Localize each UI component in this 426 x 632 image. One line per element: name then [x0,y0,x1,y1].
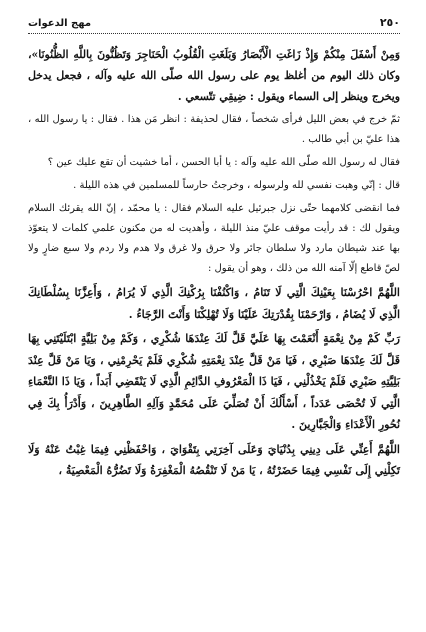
paragraph-narration: فما انقضى كلامهما حتّى نزل جبرئيل عليه السلام فقال : يا محمّد ، إنّ الله يقرئك السلام ويقول لك : قد رأيت موقف عليّ منذ الليلة ، وأهديت له من مكنون علمي كلمات لا يتعوّذ بها عند شيطان مارد ولا سلطان جائر ولا حرق ولا غرق ولا هدم ولا ردم ولا سبع ضارٍ ولا لصّ قاطع إلّا آمنه الله من ذلك ، وهو أن يقول : [28,203,400,274]
paragraph-prayer: اللَّهُمَّ أَعِنِّي عَلَى دِينِي بِدُنْيَايَ وَعَلَى آخِرَتِي بِتَقْوَايَ ، وَاحْفَظْنِي فِيمَا غِبْتُ عَنْهُ وَلَا تَكِلْنِي إِلَى نَفْسِي فِيمَا حَضَرْتُهُ ، يَا مَنْ لَا تَنْقُصُهُ الْمَغْفِرَةُ وَلَا تَضُرُّهُ الْمَعْصِيَةُ ، [28,442,400,477]
paragraph-narration: قال : إنّي وهبت نفسي لله ولرسوله ، وخرجتُ حارساً للمسلمين في هذه الليلة . [73,180,400,191]
paragraph-prayer: رَبِّ كَمْ مِنْ نِعْمَةٍ أَنْعَمْتَ بِهَا عَلَيَّ قَلَّ لَكَ عِنْدَهَا شُكْرِي ، وَكَمْ مِنْ بَلِيَّةٍ ابْتَلَيْتَنِي بِهَا قَلَّ لَكَ عِنْدَهَا صَبْرِي ، فَيَا مَنْ قَلَّ عِنْدَ نِعْمَتِهِ شُكْرِي فَلَمْ يَحْرِمْنِي ، وَيَا مَنْ قَلَّ عِنْدَ بَلِيَّتِهِ صَبْرِي فَلَمْ يَخْذُلْنِي ، فَيَا ذَا الْمَعْرُوفِ الدَّائِمِ الَّذِي لَا يَنْقَضِي أَبَداً ، وَيَا ذَا النَّعْمَاءِ الَّتِي لَا تُحْصَى عَدَداً ، أَسْأَلُكَ أَنْ تُصَلِّيَ عَلَى مُحَمَّدٍ وَآلِهِ الطَّاهِرِينَ ، وَأَدْرَأُ بِكَ فِي نُحُورِ الْأَعْدَاءِ وَالْجَبَّارِينَ . [28,332,400,431]
paragraph-quran-verse: وَمِنْ أَسْفَلَ مِنْكُمْ وَإِذْ زَاغَتِ الْأَبْصَارُ وَبَلَغَتِ الْقُلُوبُ الْحَنَاجِرَ وَتَظُنُّونَ بِاللَّهِ الظُّنُونَا»، وكان ذلك اليوم من أغلظ يوم على رسول الله صلّى الله عليه وآله ، فجعل يدخل ويخرج وينظر إلى السماء ويقول : ضِيقِي تتّسعي . [28,48,400,103]
page-body [28,44,400,482]
page-header [28,16,400,33]
page-number: ٢٥٠ [379,16,400,29]
header-divider [28,33,400,34]
paragraph-narration: فقال له رسول الله صلّى الله عليه وآله : يا أبا الحسن ، أما خشيت أن تقع عليك عين ؟ [47,157,400,168]
paragraph-narration: ثمّ خرج في بعض الليل فرأى شخصاً ، فقال لحذيفة : انظر مَن هذا . فقال : يا رسول الله ، هذا عليّ بن أبي طالب . [28,114,400,145]
paragraph-prayer: اللَّهُمَّ احْرُسْنَا بِعَيْنِكَ الَّتِي لَا تَنَامُ ، وَاكْنُفْنَا بِرُكْنِكَ الَّذِي لَا يُرَامُ ، وَأَعِزَّنَا بِسُلْطَانِكَ الَّذِي لَا يُضَامُ ، وَارْحَمْنَا بِقُدْرَتِكَ عَلَيْنَا وَلَا تُهْلِكْنَا وَأَنْتَ الرَّجَاءُ . [28,286,400,321]
book-title: مهج الدعوات [28,18,92,29]
